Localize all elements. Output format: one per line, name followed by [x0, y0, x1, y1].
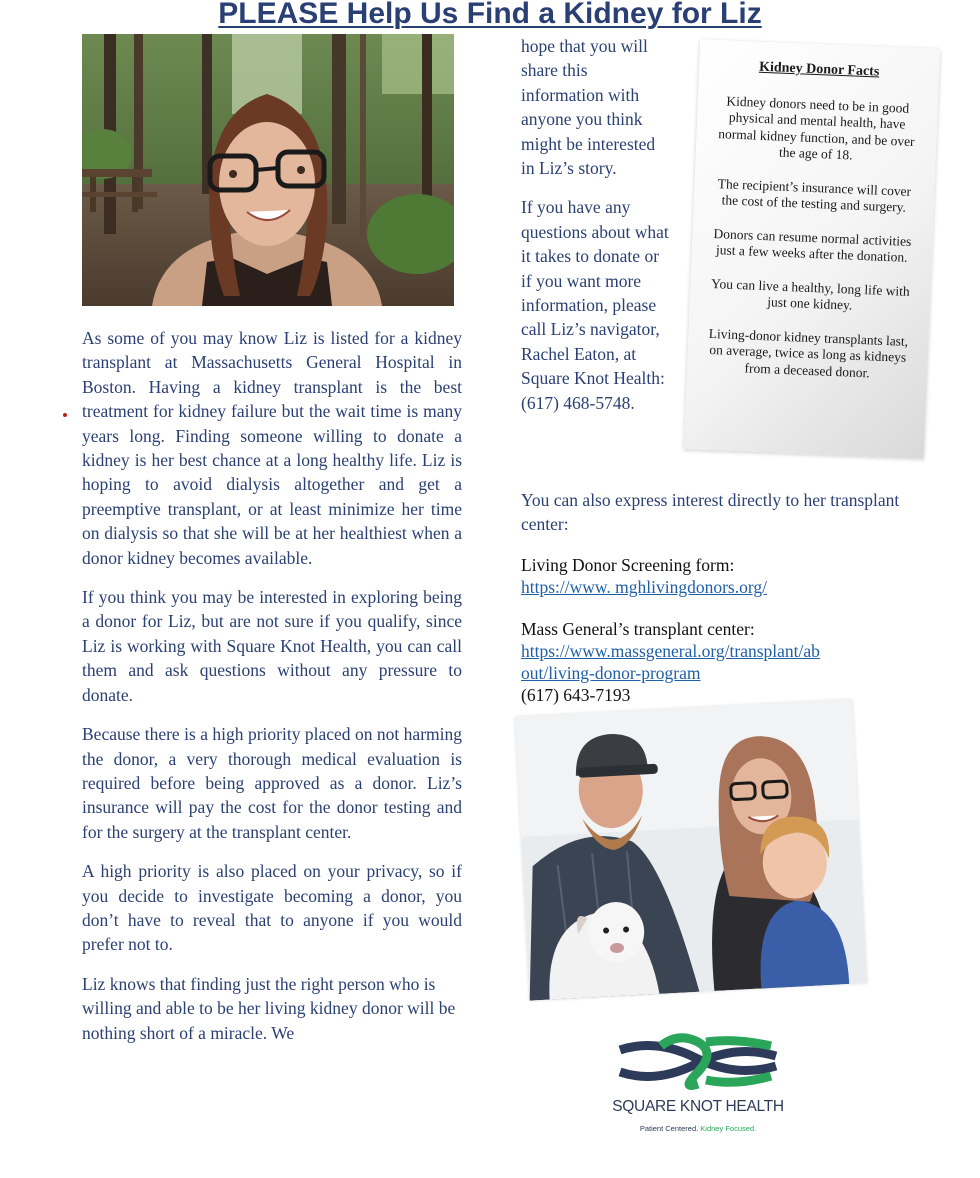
fact-item: The recipient’s insurance will cover the cost of the testing and surgery.: [717, 175, 912, 215]
right-column: [521, 34, 671, 430]
screening-link[interactable]: https://www. mghlivingdonors.org/: [521, 577, 767, 597]
logo-tagline-b: Kidney Focused.: [700, 1124, 757, 1133]
transplant-center-intro: You can also express interest directly to her transplant center:: [521, 490, 900, 535]
contact-paragraph: If you have any questions about what it takes to donate or if you want more information, please call Liz’s navigator, Rachel Eaton, at Square Knot Health: (617) 468-5748.: [521, 197, 669, 413]
knot-icon: [606, 1028, 790, 1094]
liz-photo: [82, 34, 454, 306]
donor-interest-paragraph: If you think you may be interested in exploring being a donor for Liz, but are not sure if you qualify, since Liz is working with Square Knot Health, you can call them and ask questions without any pressure to donate.: [82, 587, 462, 705]
share-paragraph: hope that you will share this information with anyone you think might be interested in Liz’s story.: [521, 36, 656, 179]
screening-form-block: [521, 554, 921, 598]
facts-heading: Kidney Donor Facts: [758, 59, 880, 80]
family-photo: [515, 699, 867, 1000]
red-bullet-mark: [63, 413, 67, 417]
fact-item: Donors can resume normal activities just a few weeks after the donation.: [713, 225, 912, 265]
intro-paragraph: As some of you may know Liz is listed for a kidney transplant at Massachusetts General Hospital in Boston. Having a kidney transplant is the best treatment for kidney failure but the wait time is many years long. Finding someone willing to donate a kidney is her best chance at a long healthy life. Liz is hoping to avoid dialysis altogether and get a preemptive transplant, or at least minimize her time on dialysis so that she will be at her healthiest when a donor kidney becomes available.: [82, 328, 462, 568]
logo-name: SQUARE KNOT HEALTH: [612, 1098, 784, 1115]
center-phone: (617) 643-7193: [521, 685, 631, 705]
screening-label: Living Donor Screening form:: [521, 555, 735, 575]
center-label: Mass General’s transplant center:: [521, 619, 755, 639]
center-link-line2[interactable]: out/living-donor-program: [521, 663, 701, 683]
center-link-line1[interactable]: https://www.massgeneral.org/transplant/ab: [521, 641, 820, 661]
logo-tagline: [606, 1124, 790, 1133]
kidney-donor-facts-card: [684, 39, 940, 458]
evaluation-paragraph: Because there is a high priority placed on not harming the donor, a very thorough medical evaluation is required before being approved as a donor. Liz’s insurance will pay the cost for the donor testing and for the surgery at the transplant center.: [82, 724, 462, 842]
privacy-paragraph: A high priority is also placed on your privacy, so if you decide to investigate becoming a donor, you don’t have to reveal that to anyone if you would prefer not to.: [82, 861, 462, 955]
square-knot-health-logo: [606, 1028, 790, 1138]
transplant-center-block: [521, 618, 921, 706]
fact-item: You can live a healthy, long life with just one kidney.: [710, 275, 911, 313]
page-title: PLEASE Help Us Find a Kidney for Liz: [218, 0, 762, 30]
left-column: [82, 326, 462, 1060]
logo-tagline-a: Patient Centered.: [639, 1124, 699, 1133]
miracle-paragraph: Liz knows that finding just the right person who is willing and able to be her living kidney donor will be nothing short of a miracle. We: [82, 973, 456, 1043]
fact-item: Kidney donors need to be in good physical and mental health, have normal kidney function, and be over the age of 18.: [718, 92, 915, 163]
fact-item: Living-donor kidney transplants last, on average, twice as long as kidneys from a deceased donor.: [708, 325, 909, 380]
